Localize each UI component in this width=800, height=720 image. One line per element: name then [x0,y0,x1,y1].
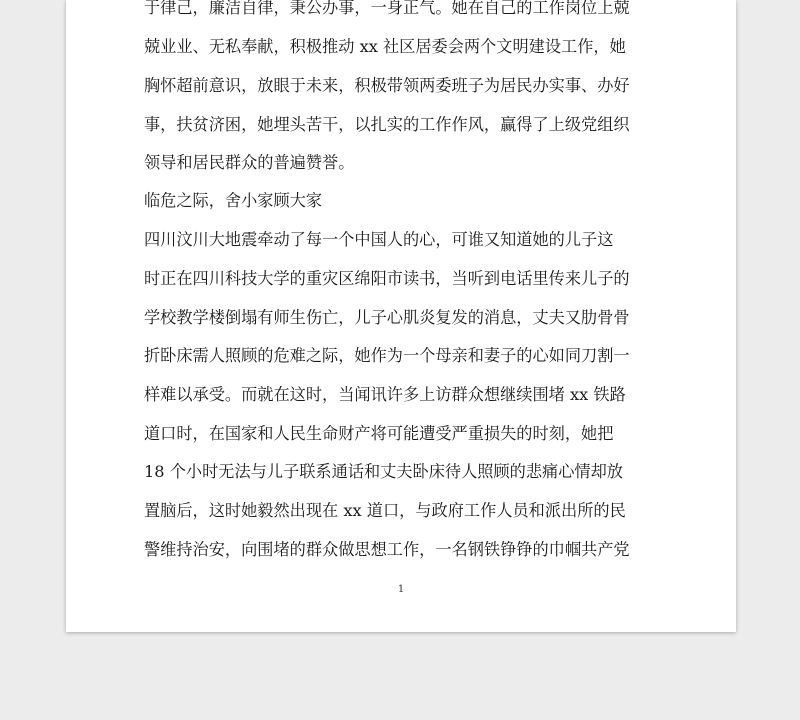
text-line: 警维持治安，向围堵的群众做思想工作，一名钢铁铮铮的巾帼共产党 [144,540,630,559]
text-line: 胸怀超前意识，放眼于未来，积极带领两委班子为居民办实事、办好 [144,76,630,95]
text-line: 道口时，在国家和人民生命财产将可能遭受严重损失的时刻，她把 [144,424,614,443]
text-line: 领导和居民群众的普遍赞誉。 [144,153,355,172]
text-line: 折卧床需人照顾的危难之际，她作为一个母亲和妻子的心如同刀割一 [144,346,630,365]
text-line: 18 个小时无法与儿子联系通话和丈夫卧床待人照顾的悲痛心情却放 [144,462,623,481]
text-line: 于律己，廉洁自律，秉公办事，一身正气。她在自己的工作岗位上兢 [144,0,630,17]
text-line: 四川汶川大地震牵动了每一个中国人的心，可谁又知道她的儿子这 [144,230,614,249]
page-number: 1 [397,584,405,595]
text-line: 事，扶贫济困，她埋头苦干，以扎实的工作作风，赢得了上级党组织 [144,115,630,134]
section-heading: 临危之际，舍小家顾大家 [144,191,323,210]
text-line: 兢业业、无私奉献，积极推动 xx 社区居委会两个文明建设工作，她 [144,37,626,56]
document-page [66,0,736,632]
text-line: 样难以承受。而就在这时，当闻讯许多上访群众想继续围堵 xx 铁路 [144,385,626,404]
text-line: 置脑后，这时她毅然出现在 xx 道口，与政府工作人员和派出所的民 [144,501,626,520]
text-line: 时正在四川科技大学的重灾区绵阳市读书，当听到电话里传来儿子的 [144,269,630,288]
text-line: 学校教学楼倒塌有师生伤亡，儿子心肌炎复发的消息，丈夫又肋骨骨 [144,308,630,327]
